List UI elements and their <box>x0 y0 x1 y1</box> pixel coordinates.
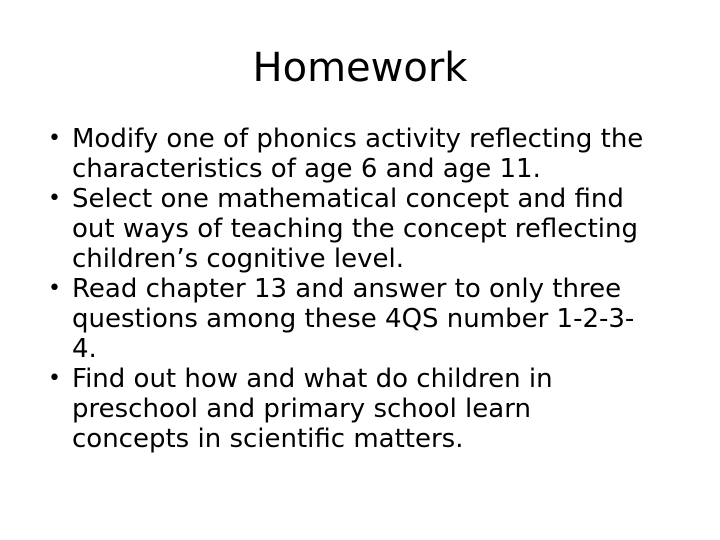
bullet-text-line: children’s cognitive level. <box>72 244 404 274</box>
bullet-icon: • <box>48 186 61 211</box>
slide-title: Homework <box>252 45 468 91</box>
bullet-text-line: concepts in scientific matters. <box>72 424 464 454</box>
bullet-item <box>48 274 688 364</box>
bullet-text-line: Read chapter 13 and answer to only three <box>72 274 622 304</box>
bullet-text-line: questions among these 4QS number 1-2-3- <box>72 304 635 334</box>
bullet-item <box>48 364 688 454</box>
bullet-item <box>48 184 688 274</box>
bullet-text-line: Find out how and what do children in <box>72 364 553 394</box>
bullet-text-line: 4. <box>72 334 97 364</box>
bullet-item <box>48 124 688 184</box>
bullet-icon: • <box>48 366 61 391</box>
bullet-text-line: preschool and primary school learn <box>72 394 531 424</box>
bullet-text-line: Select one mathematical concept and find <box>72 184 624 214</box>
bullet-text-line: Modify one of phonics activity reflecting the <box>72 124 644 154</box>
bullet-icon: • <box>48 276 61 301</box>
bullet-text-line: out ways of teaching the concept reflecting <box>72 214 638 244</box>
bullet-list <box>48 124 688 454</box>
bullet-icon: • <box>48 126 61 151</box>
bullet-text-line: characteristics of age 6 and age 11. <box>72 154 541 184</box>
